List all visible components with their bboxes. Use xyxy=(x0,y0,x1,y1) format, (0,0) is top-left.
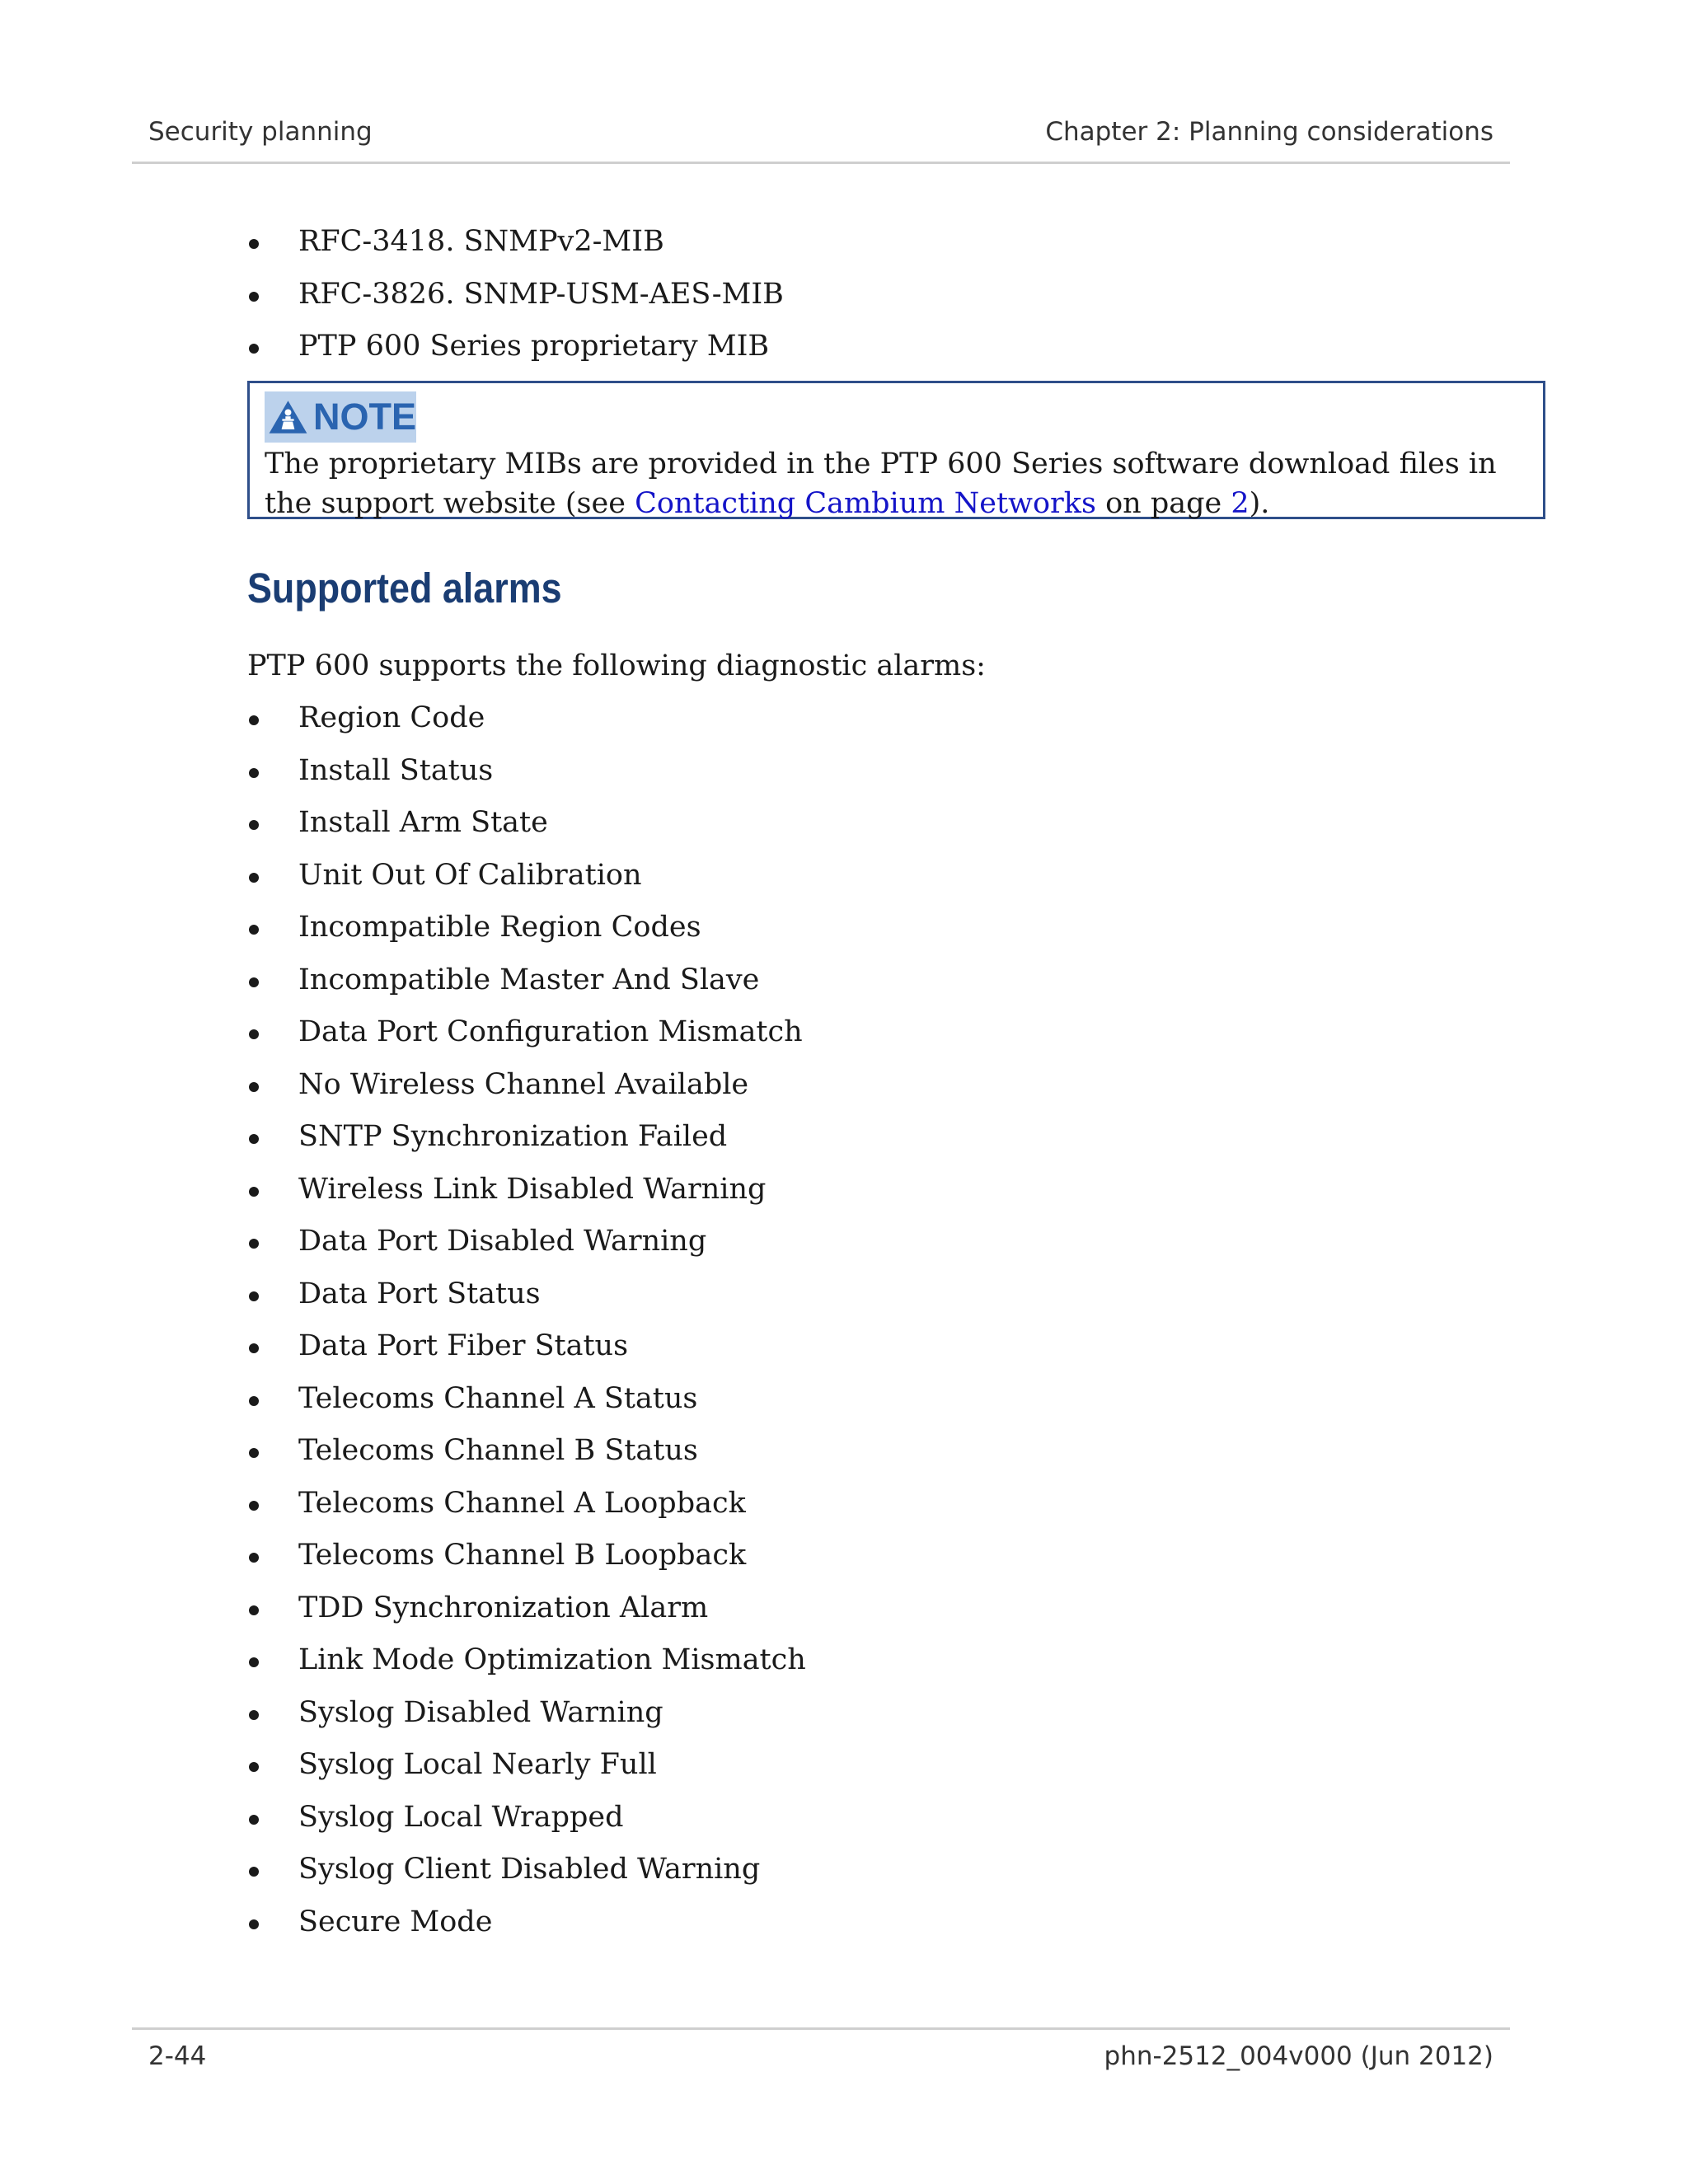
bullet-icon xyxy=(249,1919,259,1929)
list-item-text: RFC-3418. SNMPv2-MIB xyxy=(298,225,664,258)
bullet-icon xyxy=(249,1239,259,1249)
bullet-icon xyxy=(249,820,259,830)
note-text-end: ). xyxy=(1249,487,1270,520)
running-footer xyxy=(132,2027,1510,2079)
list-item-text: Syslog Local Nearly Full xyxy=(298,1748,657,1781)
list-item xyxy=(247,1530,806,1582)
alarm-list xyxy=(247,692,806,1948)
list-item xyxy=(247,797,806,850)
note-text-middle: on page xyxy=(1095,487,1231,520)
header-chapter-title: Chapter 2: Planning considerations xyxy=(1045,117,1493,147)
mib-list xyxy=(247,216,784,373)
bullet-icon xyxy=(249,1815,259,1825)
list-item xyxy=(247,954,806,1007)
list-item xyxy=(247,216,784,269)
list-item xyxy=(247,1320,806,1373)
list-item-text: RFC-3826. SNMP-USM-AES-MIB xyxy=(298,277,784,311)
note-warning-icon xyxy=(268,395,308,439)
list-item-text: Secure Mode xyxy=(298,1905,493,1938)
list-item-text: Incompatible Region Codes xyxy=(298,911,701,944)
list-item xyxy=(247,1582,806,1635)
list-item xyxy=(247,1373,806,1426)
list-item-text: Telecoms Channel A Status xyxy=(298,1381,698,1415)
list-item xyxy=(247,1425,806,1478)
list-item-text: Syslog Client Disabled Warning xyxy=(298,1853,761,1886)
bullet-icon xyxy=(249,715,259,725)
bullet-icon xyxy=(249,977,259,987)
list-item xyxy=(247,1006,806,1059)
header-section-title: Security planning xyxy=(148,117,373,147)
bullet-icon xyxy=(249,1501,259,1511)
list-item-text: Data Port Disabled Warning xyxy=(298,1225,707,1258)
list-item xyxy=(247,1059,806,1112)
bullet-icon xyxy=(249,768,259,778)
page-number: 2-44 xyxy=(148,2041,207,2071)
bullet-icon xyxy=(249,925,259,935)
note-text-start: The proprietary MIBs are provided in the PTP 600 Series software download files in the support website (see xyxy=(265,448,1497,520)
bullet-icon xyxy=(249,239,259,249)
page-number-link[interactable]: 2 xyxy=(1231,487,1250,520)
list-item xyxy=(247,692,806,745)
list-item xyxy=(247,1792,806,1844)
bullet-icon xyxy=(249,1657,259,1667)
list-item xyxy=(247,1634,806,1687)
bullet-icon xyxy=(249,1082,259,1092)
list-item-text: Telecoms Channel B Loopback xyxy=(298,1539,747,1572)
list-item xyxy=(247,850,806,902)
list-item-text: Install Status xyxy=(298,753,494,787)
bullet-icon xyxy=(249,1605,259,1615)
bullet-icon xyxy=(249,1448,259,1458)
list-item-text: Syslog Local Wrapped xyxy=(298,1800,624,1834)
list-item xyxy=(247,1216,806,1268)
list-item-text: SNTP Synchronization Failed xyxy=(298,1120,728,1153)
running-header xyxy=(132,112,1510,164)
contacting-cambium-link[interactable]: Contacting Cambium Networks xyxy=(635,487,1096,520)
list-item-text: Data Port Configuration Mismatch xyxy=(298,1015,803,1048)
bullet-icon xyxy=(249,873,259,883)
list-item-text: Telecoms Channel A Loopback xyxy=(298,1486,746,1520)
list-item-text: Data Port Status xyxy=(298,1277,541,1310)
list-item xyxy=(247,1268,806,1321)
bullet-icon xyxy=(249,1134,259,1144)
list-item xyxy=(247,1687,806,1740)
list-item-text: Unit Out Of Calibration xyxy=(298,858,642,892)
bullet-icon xyxy=(249,292,259,302)
list-item-text: Install Arm State xyxy=(298,806,548,839)
list-item-text: PTP 600 Series proprietary MIB xyxy=(298,330,770,363)
list-item-text: No Wireless Channel Available xyxy=(298,1067,749,1101)
bullet-icon xyxy=(249,344,259,354)
bullet-icon xyxy=(249,1867,259,1877)
bullet-icon xyxy=(249,1553,259,1563)
note-label: NOTE xyxy=(312,396,416,438)
list-item xyxy=(247,1896,806,1949)
list-item-text: Link Mode Optimization Mismatch xyxy=(298,1643,806,1676)
list-item-text: Region Code xyxy=(298,701,485,734)
bullet-icon xyxy=(249,1187,259,1197)
list-item xyxy=(247,1739,806,1792)
document-id: phn-2512_004v000 (Jun 2012) xyxy=(1104,2041,1493,2071)
list-item xyxy=(247,745,806,798)
list-item xyxy=(247,902,806,954)
list-item xyxy=(247,1164,806,1216)
bullet-icon xyxy=(249,1029,259,1039)
bullet-icon xyxy=(249,1396,259,1406)
list-item xyxy=(247,1111,806,1164)
list-item xyxy=(247,321,784,373)
bullet-icon xyxy=(249,1291,259,1301)
list-item-text: Incompatible Master And Slave xyxy=(298,963,760,996)
note-badge xyxy=(265,391,416,443)
list-item xyxy=(247,1478,806,1530)
list-item-text: Telecoms Channel B Status xyxy=(298,1434,698,1467)
list-item-text: Data Port Fiber Status xyxy=(298,1329,629,1362)
bullet-icon xyxy=(249,1710,259,1720)
list-item-text: Wireless Link Disabled Warning xyxy=(298,1172,767,1206)
section-heading: Supported alarms xyxy=(247,565,562,612)
list-item-text: Syslog Disabled Warning xyxy=(298,1695,663,1729)
section-intro: PTP 600 supports the following diagnostic alarms: xyxy=(247,649,986,682)
note-box xyxy=(247,381,1545,519)
bullet-icon xyxy=(249,1762,259,1772)
bullet-icon xyxy=(249,1343,259,1353)
note-text xyxy=(265,444,1534,523)
list-item xyxy=(247,1844,806,1896)
list-item xyxy=(247,269,784,321)
list-item-text: TDD Synchronization Alarm xyxy=(298,1591,709,1624)
